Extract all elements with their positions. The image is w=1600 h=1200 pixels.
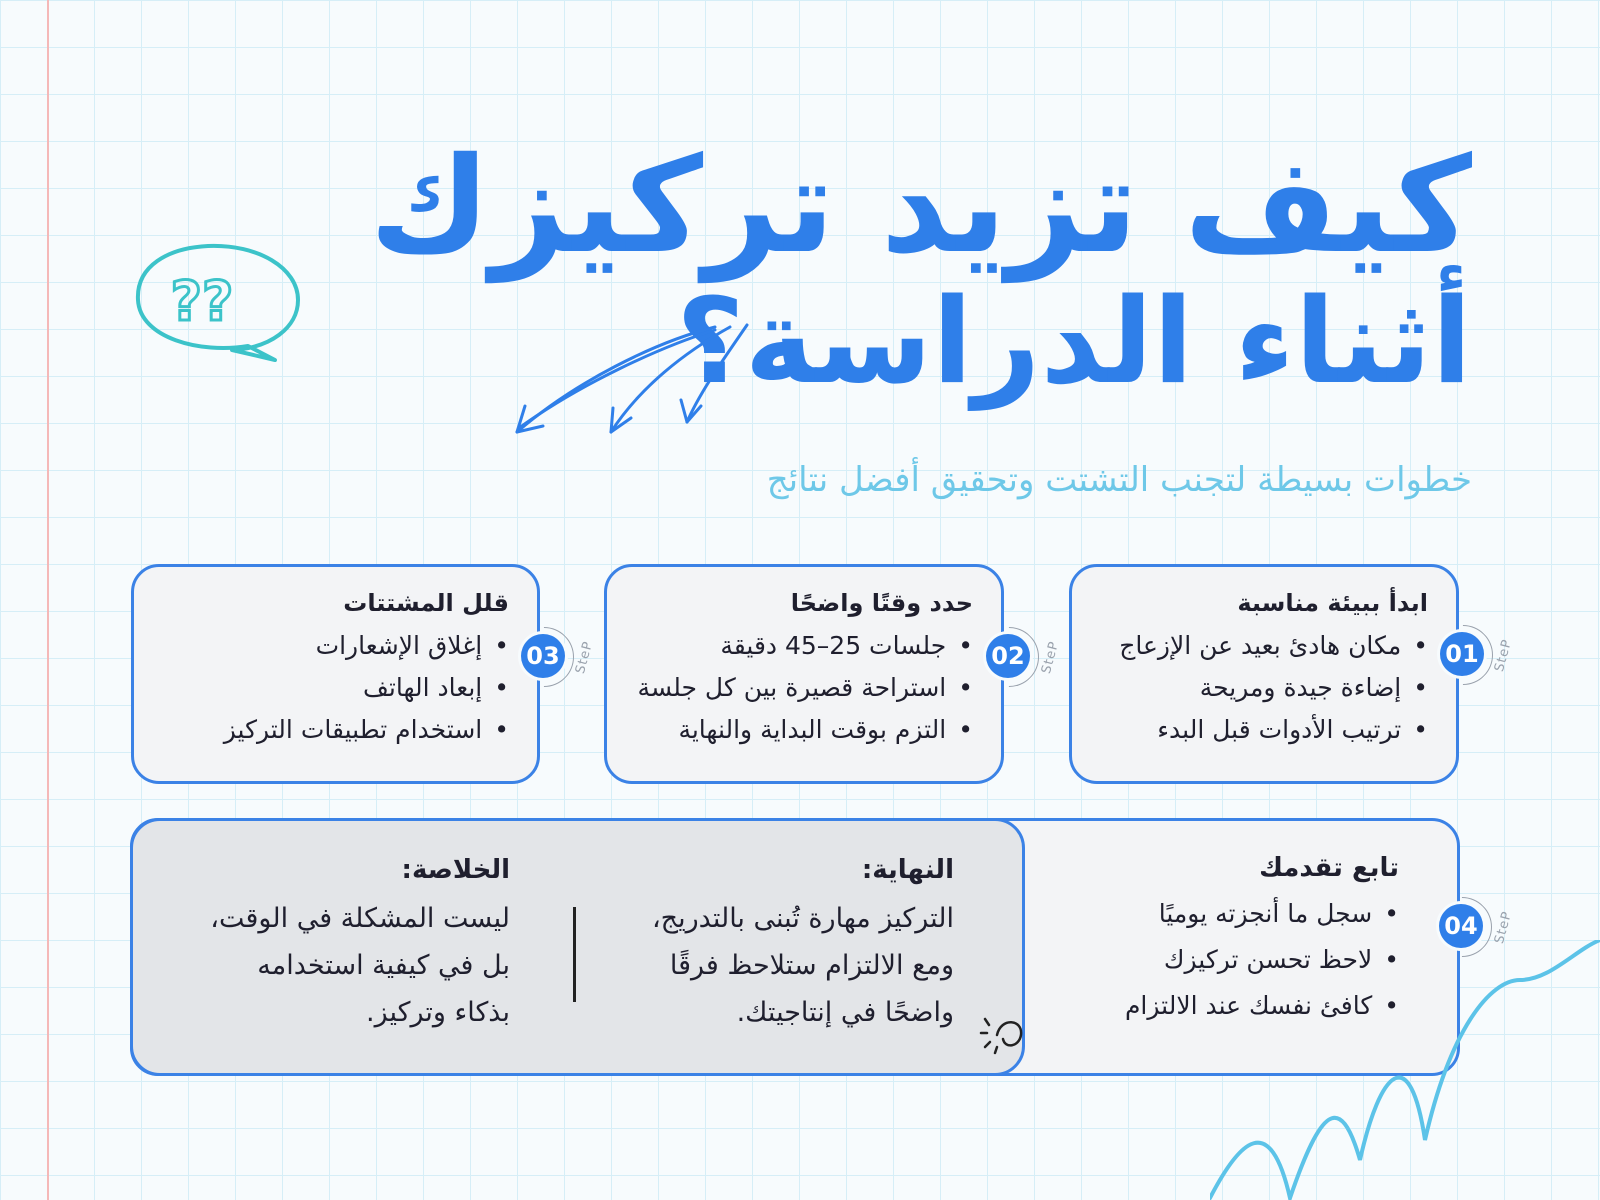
step-label: SteP	[1039, 639, 1063, 676]
sparkle-doodle-icon	[975, 1005, 1035, 1060]
list-item: • التزم بوقت البداية والنهاية	[635, 709, 973, 751]
step-title: حدد وقتًا واضحًا	[790, 589, 973, 617]
notebook-margin-line	[47, 0, 49, 1200]
summary-conclusion	[210, 855, 510, 1036]
step-title: قلل المشتتات	[343, 589, 509, 617]
question-bubble-icon	[130, 238, 310, 368]
step-card-01	[1069, 564, 1459, 784]
step-label: SteP	[573, 639, 597, 676]
step-title: تابع تقدمك	[1259, 853, 1399, 883]
step-title: ابدأ ببيئة مناسبة	[1237, 589, 1428, 617]
list-item: • إغلاق الإشعارات	[162, 625, 509, 667]
summary-conclusion-line: ليست المشكلة في الوقت،	[210, 903, 510, 934]
list-item: • لاحظ تحسن تركيزك	[161, 937, 1399, 983]
step-label: SteP	[1492, 637, 1516, 674]
page-title-line1: كيف تزيد تركيزك	[369, 129, 1472, 283]
step-items	[635, 625, 973, 751]
summary-conclusion-line: بذكاء وتركيز.	[366, 997, 510, 1028]
list-item: • كافئ نفسك عند الالتزام	[161, 983, 1399, 1029]
step-badge-01: 01	[1440, 632, 1484, 676]
list-item: • استخدام تطبيقات التركيز	[162, 709, 509, 751]
summary-divider	[573, 907, 576, 1002]
page-subtitle: خطوات بسيطة لتجنب التشتت وتحقيق أفضل نتائج	[766, 460, 1472, 500]
list-item: • إبعاد الهاتف	[162, 667, 509, 709]
list-item: • مكان هادئ بعيد عن الإزعاج	[1100, 625, 1428, 667]
summary-end-heading: النهاية:	[861, 855, 954, 885]
step-badge-03: 03	[521, 634, 565, 678]
step-card-03	[131, 564, 540, 784]
step-items	[162, 625, 509, 751]
step-label: SteP	[1492, 909, 1516, 946]
list-item: • إضاءة جيدة ومريحة	[1100, 667, 1428, 709]
summary-end-line: واضحًا في إنتاجيتك.	[736, 997, 954, 1028]
list-item: • ترتيب الأدوات قبل البدء	[1100, 709, 1428, 751]
bubble-glyphs: ??	[170, 270, 234, 333]
step-badge-02: 02	[986, 634, 1030, 678]
summary-end	[652, 855, 954, 1036]
sketch-arrows-icon	[515, 322, 765, 442]
page-title-line2: أثناء الدراسة؟	[676, 272, 1472, 410]
summary-panel	[130, 818, 1025, 1076]
step-badge-04: 04	[1439, 904, 1483, 948]
step-items	[1100, 625, 1428, 751]
summary-end-line: التركيز مهارة تُبنى بالتدريج،	[651, 903, 954, 934]
step-card-02	[604, 564, 1004, 784]
list-item: • استراحة قصيرة بين كل جلسة	[635, 667, 973, 709]
summary-end-line: ومع الالتزام ستلاحظ فرقًا	[669, 950, 954, 981]
list-item: • جلسات 25–45 دقيقة	[635, 625, 973, 667]
list-item: • سجل ما أنجزته يوميًا	[161, 891, 1399, 937]
decorative-wave-icon	[1210, 940, 1600, 1200]
summary-conclusion-line: بل في كيفية استخدامه	[257, 950, 510, 981]
summary-conclusion-heading: الخلاصة:	[401, 855, 510, 885]
